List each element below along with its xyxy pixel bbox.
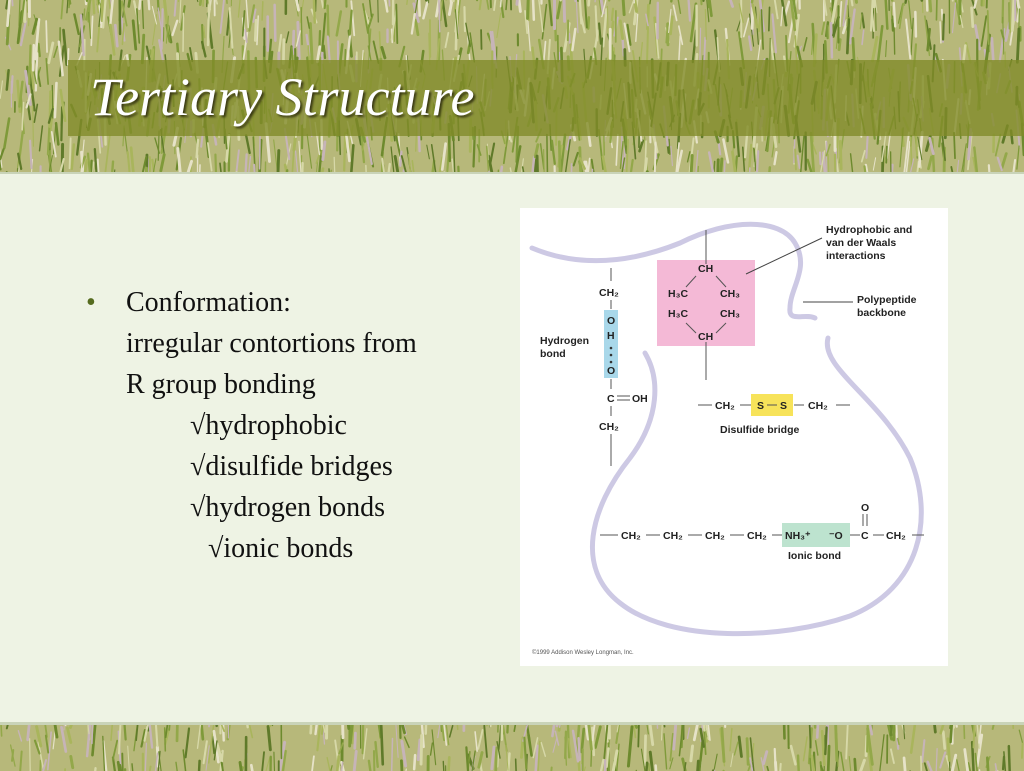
group-ch3-1: CH₃ bbox=[720, 288, 740, 300]
sub-item-disulfide: √disulfide bridges bbox=[190, 446, 393, 487]
bullet-line-r-group: R group bonding bbox=[126, 364, 316, 405]
atom-o-carbonyl: O bbox=[861, 502, 869, 514]
grass-texture-bottom bbox=[0, 725, 1024, 771]
sub-item-hydrophobic: √hydrophobic bbox=[190, 405, 347, 446]
group-ch-top: CH bbox=[698, 263, 713, 275]
group-ch-bottom: CH bbox=[698, 331, 713, 343]
label-hbond-2: bond bbox=[540, 348, 566, 360]
label-hbond-1: Hydrogen bbox=[540, 335, 589, 347]
sub-item-hydrogen: √hydrogen bonds bbox=[190, 487, 385, 528]
ss-ch2-left: CH₂ bbox=[715, 400, 735, 412]
atom-o-1: O bbox=[607, 315, 615, 327]
bullet-line-irregular: irregular contortions from bbox=[126, 323, 417, 364]
label-disulfide: Disulfide bridge bbox=[720, 424, 800, 436]
group-h3c-1: H₃C bbox=[668, 288, 688, 300]
bullet-marker: • bbox=[86, 282, 96, 323]
atom-oh: OH bbox=[632, 393, 648, 405]
group-o-minus: ⁻O bbox=[829, 530, 843, 542]
figure-diagram bbox=[520, 208, 948, 666]
ss-ch2-right: CH₂ bbox=[808, 400, 828, 412]
label-ionic: Ionic bond bbox=[788, 550, 841, 562]
slide-title: Tertiary Structure bbox=[90, 66, 475, 128]
label-backbone-1: Polypeptide bbox=[857, 294, 917, 306]
atom-s-1: S bbox=[757, 400, 764, 412]
figure-copyright: ©1999 Addison Wesley Longman, Inc. bbox=[532, 649, 634, 656]
group-ch2-hb-top: CH₂ bbox=[599, 287, 619, 299]
group-nh3: NH₃⁺ bbox=[785, 530, 811, 542]
sub-item-ionic: √ionic bonds bbox=[208, 528, 353, 569]
group-h3c-2: H₃C bbox=[668, 308, 688, 320]
atom-c-carbonyl: C bbox=[861, 530, 869, 542]
tertiary-structure-figure bbox=[520, 208, 948, 666]
group-ch3-2: CH₃ bbox=[720, 308, 740, 320]
label-backbone-2: backbone bbox=[857, 307, 906, 319]
footer-grass-band bbox=[0, 722, 1024, 771]
atom-o-2: O bbox=[607, 365, 615, 377]
atom-c-oh: C bbox=[607, 393, 615, 405]
label-hydrophobic-3: interactions bbox=[826, 250, 886, 262]
polypeptide-backbone-loop bbox=[592, 338, 921, 634]
ionic-ch2-2: CH₂ bbox=[663, 530, 683, 542]
ionic-ch2-5: CH₂ bbox=[886, 530, 906, 542]
label-hydrophobic-2: van der Waals bbox=[826, 237, 896, 249]
group-ch2-hb-bottom: CH₂ bbox=[599, 421, 619, 433]
ionic-ch2-3: CH₂ bbox=[705, 530, 725, 542]
ionic-ch2-1: CH₂ bbox=[621, 530, 641, 542]
ionic-ch2-4: CH₂ bbox=[747, 530, 767, 542]
label-hydrophobic-1: Hydrophobic and bbox=[826, 224, 912, 236]
atom-h: H bbox=[607, 330, 615, 342]
bullet-line-conformation: Conformation: bbox=[126, 282, 291, 323]
atom-s-2: S bbox=[780, 400, 787, 412]
